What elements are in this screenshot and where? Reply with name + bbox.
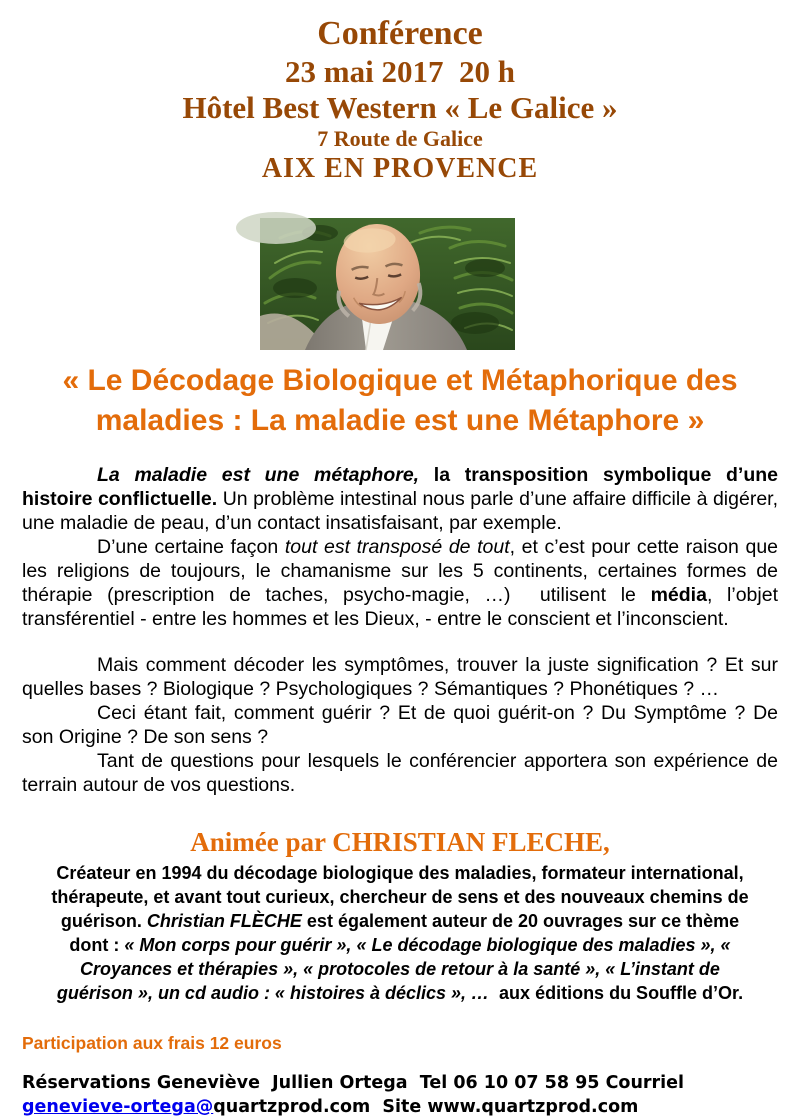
event-header xyxy=(22,14,778,185)
p2-media-bold: média xyxy=(650,584,707,606)
speaker-heading: Animée par CHRISTIAN FLECHE, xyxy=(190,827,610,857)
event-venue: Hôtel Best Western « Le Galice » xyxy=(182,90,618,125)
reservation-line1: Réservations Geneviève Jullien Ortega Tel 06 10 07 58 95 Courriel xyxy=(22,1073,685,1093)
lecture-title-line2: maladies : La maladie est une Métaphore » xyxy=(95,404,705,437)
event-datetime: 23 mai 2017 20 h xyxy=(285,54,515,89)
email-link[interactable]: genevieve-ortega@ xyxy=(22,1097,214,1117)
speaker-photo-image xyxy=(260,218,515,350)
lecture-title-line1: « Le Décodage Biologique et Métaphorique des xyxy=(62,364,738,397)
lecture-title xyxy=(22,361,778,441)
paragraph-questions-1: Mais comment décoder les symptômes, trouver la juste signification ? Et sur quelles bases ? Biologique ? Psychologiques ? Sémantiques ? Phonétiques ? … xyxy=(22,654,784,700)
p1-rest: Un problème intestinal nous parle d’une affaire difficile à digérer, une maladie de peau, d’un contact insatisfaisant, par exemple. xyxy=(22,488,784,534)
paragraph-questions-3: Tant de questions pour lesquels le conférencier apportera son expérience de terrain autour de vos questions. xyxy=(22,750,784,796)
bio-works: « Mon corps pour guérir », « Le décodage biologique des maladies », « Croyances et thérapies », « protocoles de retour à la santé », « L’instant de guérison », un cd audio : « histoires à déclics », … xyxy=(56,935,736,1003)
p2-end: , l’objet transférentiel - entre les hommes et les Dieux, - entre le conscient et l’inconscient. xyxy=(22,584,784,630)
event-title: Conférence xyxy=(317,15,483,52)
p2-italic: tout est transposé de tout xyxy=(284,536,510,558)
reservation-line2 xyxy=(22,1095,778,1119)
paragraph-metaphore xyxy=(22,463,784,535)
event-address: 7 Route de Galice xyxy=(317,126,483,151)
lead-bold-italic: La maladie est une métaphore, xyxy=(97,464,420,486)
bio-speaker-name: Christian FLÈCHE xyxy=(146,911,302,931)
bio-start: Créateur en 1994 du décodage biologique des maladies, formateur international, thérapeute, et avant tout curieux, chercheur de sens et des nouveaux chemins de guérison. xyxy=(51,863,754,931)
participation-fee: Participation aux frais 12 euros xyxy=(22,1033,282,1053)
reservation-info xyxy=(22,1071,778,1119)
bio-end: aux éditions du Souffle d’Or. xyxy=(494,983,744,1003)
event-city: AIX EN PROVENCE xyxy=(261,153,539,184)
paragraph-questions-2: Ceci étant fait, comment guérir ? Et de quoi guérit-on ? Du Symptôme ? De son Origine ? De son sens ? xyxy=(22,702,784,748)
body-text xyxy=(22,463,784,797)
speaker-bio xyxy=(50,861,754,1005)
reservation-line2-rest: quartzprod.com Site www.quartzprod.com xyxy=(213,1097,639,1117)
bio-mid: est également auteur de 20 ouvrages sur ce thème dont : xyxy=(69,911,745,955)
p2-start: D’une certaine façon xyxy=(97,536,285,558)
lead-bold: la transposition symbolique d’une histoire conflictuelle. xyxy=(22,464,784,510)
p2-mid: , et c’est pour cette raison que les religions de toujours, le chamanisme sur les 5 continents, certaines formes de thérapie (prescription de taches, psycho-magie, …) utilisent le xyxy=(22,536,784,606)
paragraph-transpose xyxy=(22,535,784,631)
speaker-photo xyxy=(260,218,515,350)
